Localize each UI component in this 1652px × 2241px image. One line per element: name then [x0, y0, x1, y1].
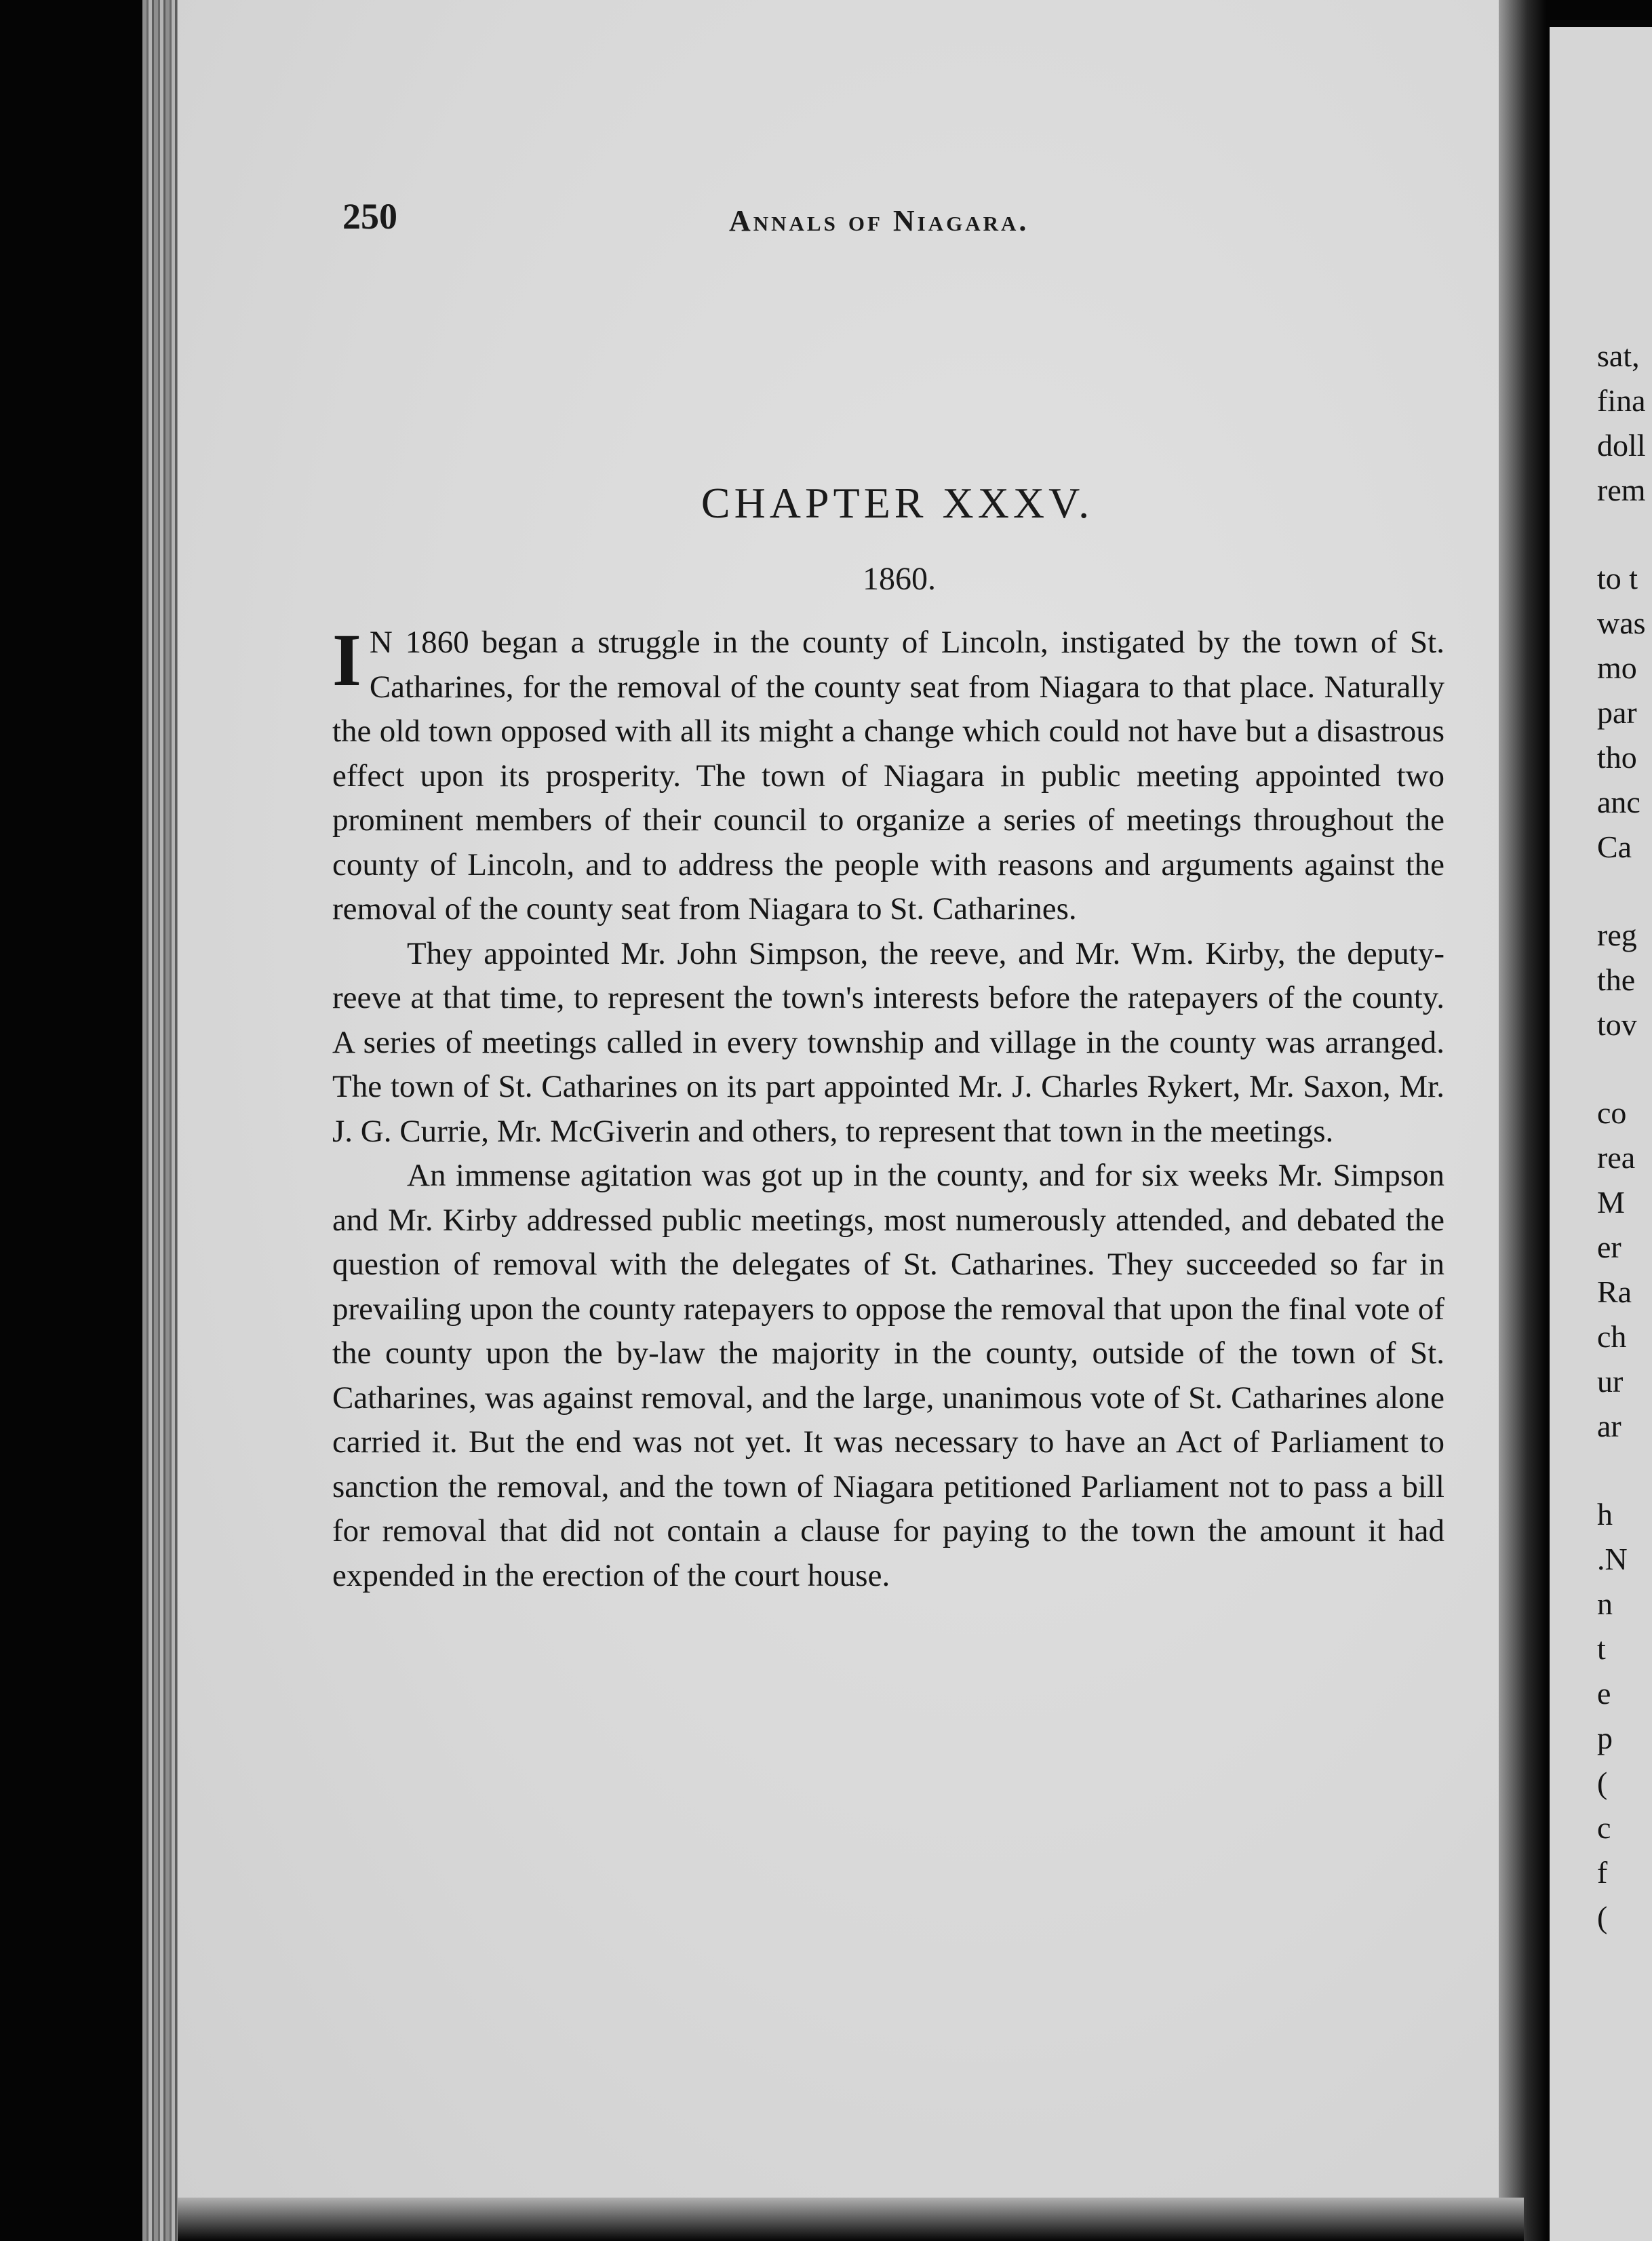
facing-fragment: ( — [1597, 1766, 1608, 1800]
facing-fragment: reg — [1597, 918, 1637, 952]
facing-fragment: er — [1597, 1230, 1621, 1264]
facing-fragment: t — [1597, 1631, 1606, 1666]
facing-fragment: Ra — [1597, 1274, 1632, 1309]
chapter-year: 1860. — [863, 561, 936, 597]
paragraph: An immense agitation was got up in the county, and for six weeks Mr. Simpson and Mr. Kirby addressed public meetings, most numerously attended, and debated the question of removal with the delegates of St. Catharines. They succeeded so far in prevailing upon the county ratepayers to oppose the removal that upon the final vote of the county upon the by-law the majority in the county, outside of the town of St. Catharines, was against removal, and the large, unanimous vote of St. Catharines alone carried it. But the end was not yet. It was necessary to have an Act of Parliament to sanction the removal, and the town of Niagara petitioned Parliament not to pass a bill for removal that did not contain a clause for paying to the town the amount it had expended in the erection of the court house. — [332, 1158, 1444, 1593]
facing-fragment: rem — [1597, 473, 1646, 507]
page-number: 250 — [342, 196, 397, 237]
book-gutter — [1499, 0, 1546, 2241]
facing-fragment: tho — [1597, 740, 1637, 775]
facing-fragment: ur — [1597, 1364, 1624, 1399]
facing-fragment: ( — [1597, 1900, 1608, 1934]
facing-fragment: doll — [1597, 428, 1646, 463]
facing-fragment: par — [1597, 695, 1637, 730]
facing-fragment: ar — [1597, 1409, 1621, 1443]
facing-page — [1550, 27, 1652, 2241]
facing-fragment: h — [1597, 1497, 1613, 1532]
facing-fragment: M — [1597, 1185, 1625, 1220]
chapter-title: CHAPTER XXXV. — [701, 479, 1094, 527]
facing-fragment: Ca — [1597, 830, 1632, 864]
facing-fragment: anc — [1597, 785, 1640, 819]
facing-fragment: rea — [1597, 1140, 1636, 1175]
facing-fragment: ch — [1597, 1319, 1627, 1354]
facing-fragment: n — [1597, 1586, 1613, 1621]
facing-fragment: sat, — [1597, 338, 1640, 373]
paragraph — [332, 621, 1444, 932]
paragraph-text: N 1860 began a struggle in the county of Lincoln, instigated by the town of St. Catharines, for the removal of the county seat from Niagara to that place. Naturally the old town opposed with all its might a change which could not have but a disastrous effect upon its prosperity. The town of Niagara in public meeting appointed two prominent members of their council to organize a series of meetings throughout the county of Lincoln, and to address the people with reasons and arguments against the removal of the county seat from Niagara to St. Catharines. — [332, 625, 1444, 927]
drop-cap: I — [332, 619, 361, 701]
facing-fragment: .N — [1597, 1542, 1628, 1576]
body-text — [332, 621, 1444, 1598]
facing-fragment: the — [1597, 962, 1636, 997]
facing-fragment: f — [1597, 1855, 1608, 1890]
facing-fragment: fina — [1597, 383, 1646, 418]
facing-fragment: to t — [1597, 561, 1638, 596]
facing-fragment: tov — [1597, 1007, 1637, 1042]
running-head: Annals of Niagara. — [729, 204, 1029, 237]
facing-fragment: co — [1597, 1095, 1627, 1130]
facing-fragment: e — [1597, 1676, 1611, 1711]
page-bottom-shadow — [178, 2198, 1524, 2241]
paragraph: They appointed Mr. John Simpson, the reeve, and Mr. Wm. Kirby, the deputy-reeve at that time, to represent the town's interests before the ratepayers of the county. A series of meetings called in every township and village in the county was arranged. The town of St. Catharines on its part appointed Mr. J. Charles Rykert, Mr. Saxon, Mr. J. G. Currie, Mr. McGiverin and others, to represent that town in the meetings. — [332, 935, 1444, 1149]
facing-fragment: mo — [1597, 650, 1637, 685]
facing-fragment: was — [1597, 606, 1646, 640]
facing-fragment: p — [1597, 1721, 1613, 1755]
facing-fragment: c — [1597, 1810, 1611, 1845]
